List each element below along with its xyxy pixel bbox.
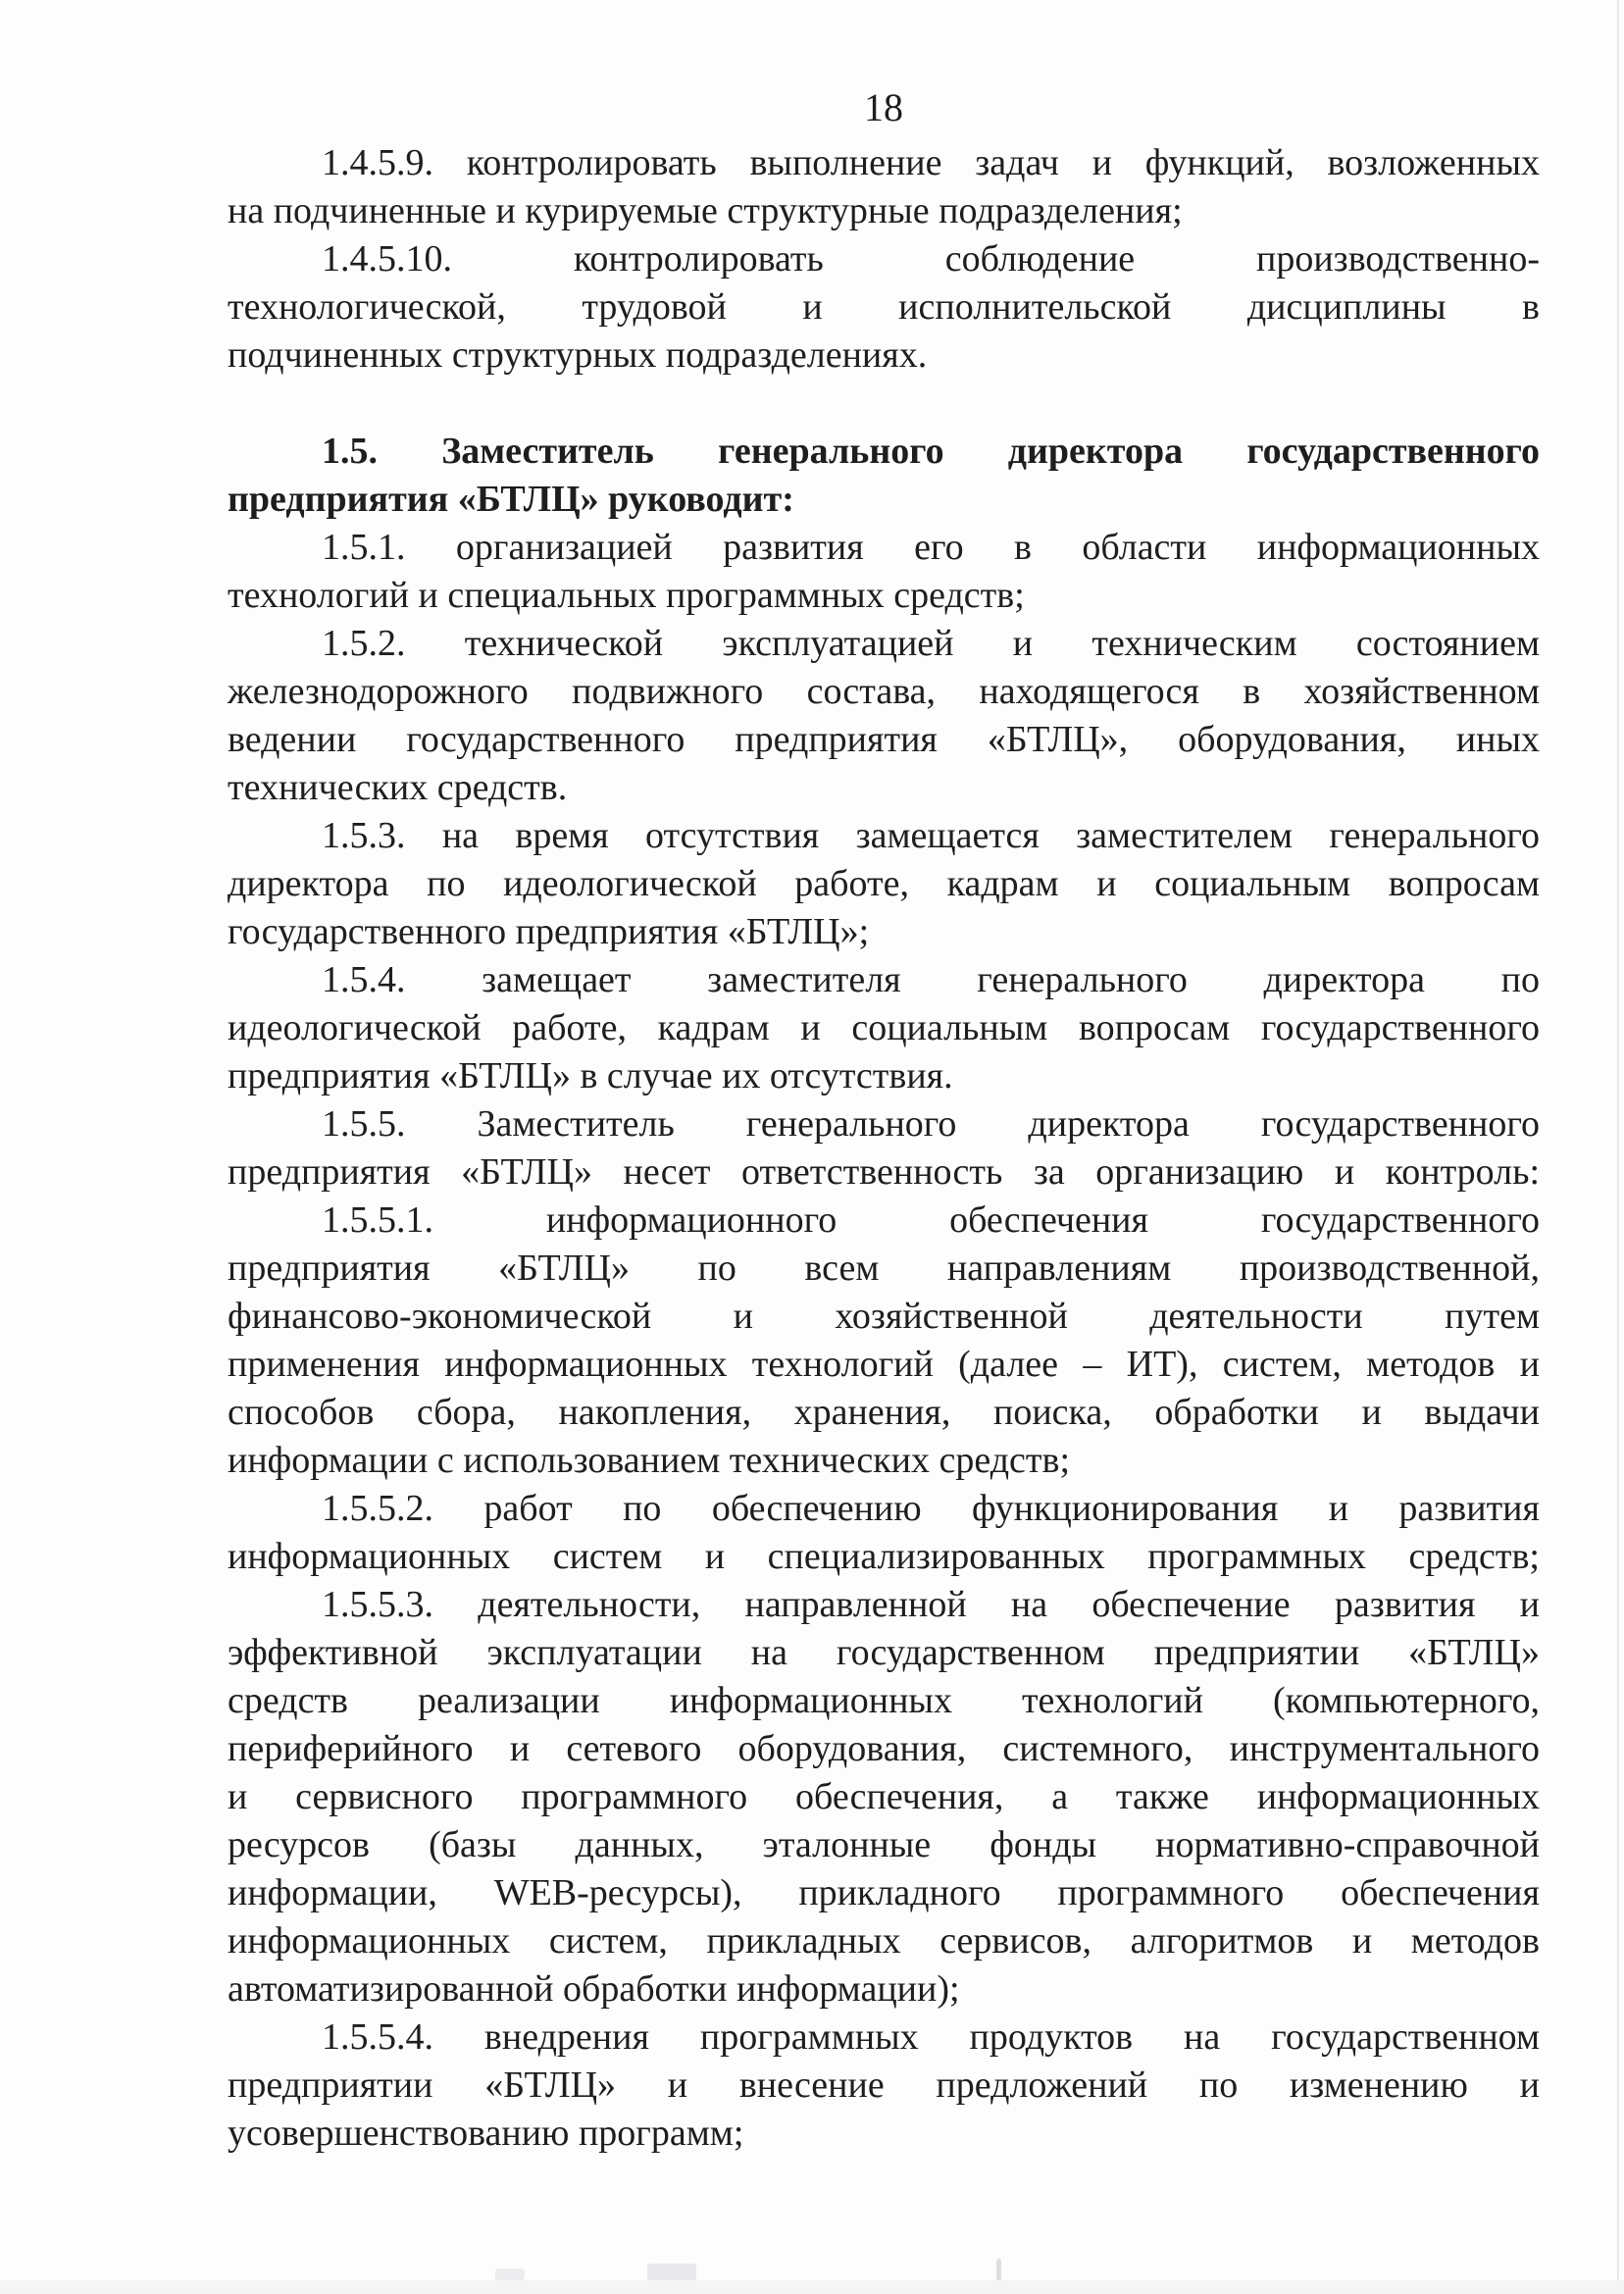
para-1-5-3-line-2: директора по идеологической работе, кадрам и социальным вопросам (228, 863, 1540, 904)
heading-1-5-line-2: предприятия «БТЛЦ» руководит: (228, 479, 794, 520)
para-1-5-5-4 (228, 2014, 1540, 2158)
para-1-5-2-line-1: 1.5.2. технической эксплуатацией и техническим состоянием (322, 623, 1540, 664)
para-1-5-4-line-3: предприятия «БТЛЦ» в случае их отсутствия. (228, 1055, 953, 1096)
para-1-4-5-9-line-2: на подчиненные и курируемые структурные подразделения; (228, 190, 1183, 231)
para-1-5-3 (228, 812, 1540, 956)
para-1-5-2 (228, 620, 1540, 812)
para-1-5-5-line-1: 1.5.5. Заместитель генерального директора государственного (322, 1103, 1540, 1145)
para-1-5-5-1-line-5: способов сбора, накопления, хранения, поиска, обработки и выдачи (228, 1392, 1540, 1433)
page-number: 18 (864, 85, 903, 129)
scan-artifact-2 (647, 2264, 696, 2281)
para-1-5-5 (228, 1100, 1540, 1197)
para-1-5-1-line-1: 1.5.1. организацией развития его в области информационных (322, 527, 1540, 568)
para-1-5-5-4-line-2: предприятии «БТЛЦ» и внесение предложений по изменению и (228, 2065, 1540, 2106)
para-1-5-5-3 (228, 1581, 1540, 2014)
para-1-5-5-1-line-2: предприятия «БТЛЦ» по всем направлениям производственной, (228, 1248, 1540, 1289)
para-1-4-5-9-line-1: 1.4.5.9. контролировать выполнение задач и функций, возложенных (322, 142, 1540, 183)
para-1-4-5-10-line-3: подчиненных структурных подразделениях. (228, 334, 928, 376)
para-1-5-4-line-2: идеологической работе, кадрам и социальным вопросам государственного (228, 1007, 1540, 1048)
para-1-5-5-1-line-3: финансово-экономической и хозяйственной деятельности путем (228, 1296, 1540, 1337)
document-body (228, 139, 1540, 2158)
para-1-5-5-3-line-7: информации, WEB-ресурсы), прикладного программного обеспечения (228, 1872, 1540, 1913)
para-1-5-1-line-2: технологий и специальных программных средств; (228, 575, 1025, 616)
para-1-5-5-3-line-4: периферийного и сетевого оборудования, системного, инструментального (228, 1728, 1540, 1769)
page-edge-shadow (1617, 0, 1619, 2294)
para-1-5-5-3-line-2: эффективной эксплуатации на государственном предприятии «БТЛЦ» (228, 1632, 1540, 1673)
para-1-5-5-3-line-1: 1.5.5.3. деятельности, направленной на обеспечение развития и (322, 1584, 1540, 1625)
para-1-4-5-10-line-1: 1.4.5.10. контролировать соблюдение производственно- (322, 238, 1540, 280)
para-1-5-5-2 (228, 1485, 1540, 1581)
page-bottom-shadow (0, 2280, 1624, 2294)
para-1-5-5-4-line-1: 1.5.5.4. внедрения программных продуктов на государственном (322, 2016, 1540, 2058)
para-1-5-1 (228, 524, 1540, 620)
para-1-5-5-3-line-9: автоматизированной обработки информации); (228, 1968, 960, 2010)
para-1-5-5-1-line-1: 1.5.5.1. информационного обеспечения государственного (322, 1199, 1540, 1241)
para-1-5-5-1 (228, 1197, 1540, 1485)
scan-artifact-1 (495, 2269, 525, 2280)
para-1-5-3-line-1: 1.5.3. на время отсутствия замещается заместителем генерального (322, 815, 1540, 856)
para-1-4-5-10-line-2: технологической, трудовой и исполнительской дисциплины в (228, 286, 1540, 328)
heading-1-5 (228, 428, 1540, 524)
para-1-5-5-3-line-8: информационных систем, прикладных сервисов, алгоритмов и методов (228, 1920, 1540, 1962)
para-1-5-5-line-2: предприятия «БТЛЦ» несет ответственность за организацию и контроль: (228, 1151, 1540, 1193)
para-1-5-2-line-3: ведении государственного предприятия «БТЛЦ», оборудования, иных (228, 719, 1540, 760)
para-1-5-2-line-4: технических средств. (228, 767, 568, 808)
para-1-5-5-2-line-2: информационных систем и специализированных программных средств; (228, 1536, 1540, 1577)
scan-artifact-3 (996, 2259, 1001, 2282)
para-1-4-5-9 (228, 139, 1540, 235)
para-1-5-5-3-line-3: средств реализации информационных технологий (компьютерного, (228, 1680, 1540, 1721)
para-1-5-5-1-line-6: информации с использованием технических средств; (228, 1440, 1071, 1481)
para-1-5-5-4-line-3: усовершенствованию программ; (228, 2113, 744, 2154)
para-1-5-2-line-2: железнодорожного подвижного состава, находящегося в хозяйственном (228, 671, 1540, 712)
para-1-5-5-1-line-4: применения информационных технологий (далее – ИТ), систем, методов и (228, 1344, 1540, 1385)
para-1-5-5-2-line-1: 1.5.5.2. работ по обеспечению функционирования и развития (322, 1488, 1540, 1529)
heading-1-5-line-1: 1.5. Заместитель генерального директора государственного (322, 431, 1540, 472)
para-1-5-5-3-line-6: ресурсов (базы данных, эталонные фонды нормативно-справочной (228, 1824, 1540, 1865)
para-1-5-3-line-3: государственного предприятия «БТЛЦ»; (228, 911, 870, 952)
para-1-5-4 (228, 956, 1540, 1100)
para-1-5-4-line-1: 1.5.4. замещает заместителя генерального директора по (322, 959, 1540, 1000)
para-1-5-5-3-line-5: и сервисного программного обеспечения, а также информационных (228, 1776, 1540, 1817)
para-1-4-5-10 (228, 235, 1540, 380)
